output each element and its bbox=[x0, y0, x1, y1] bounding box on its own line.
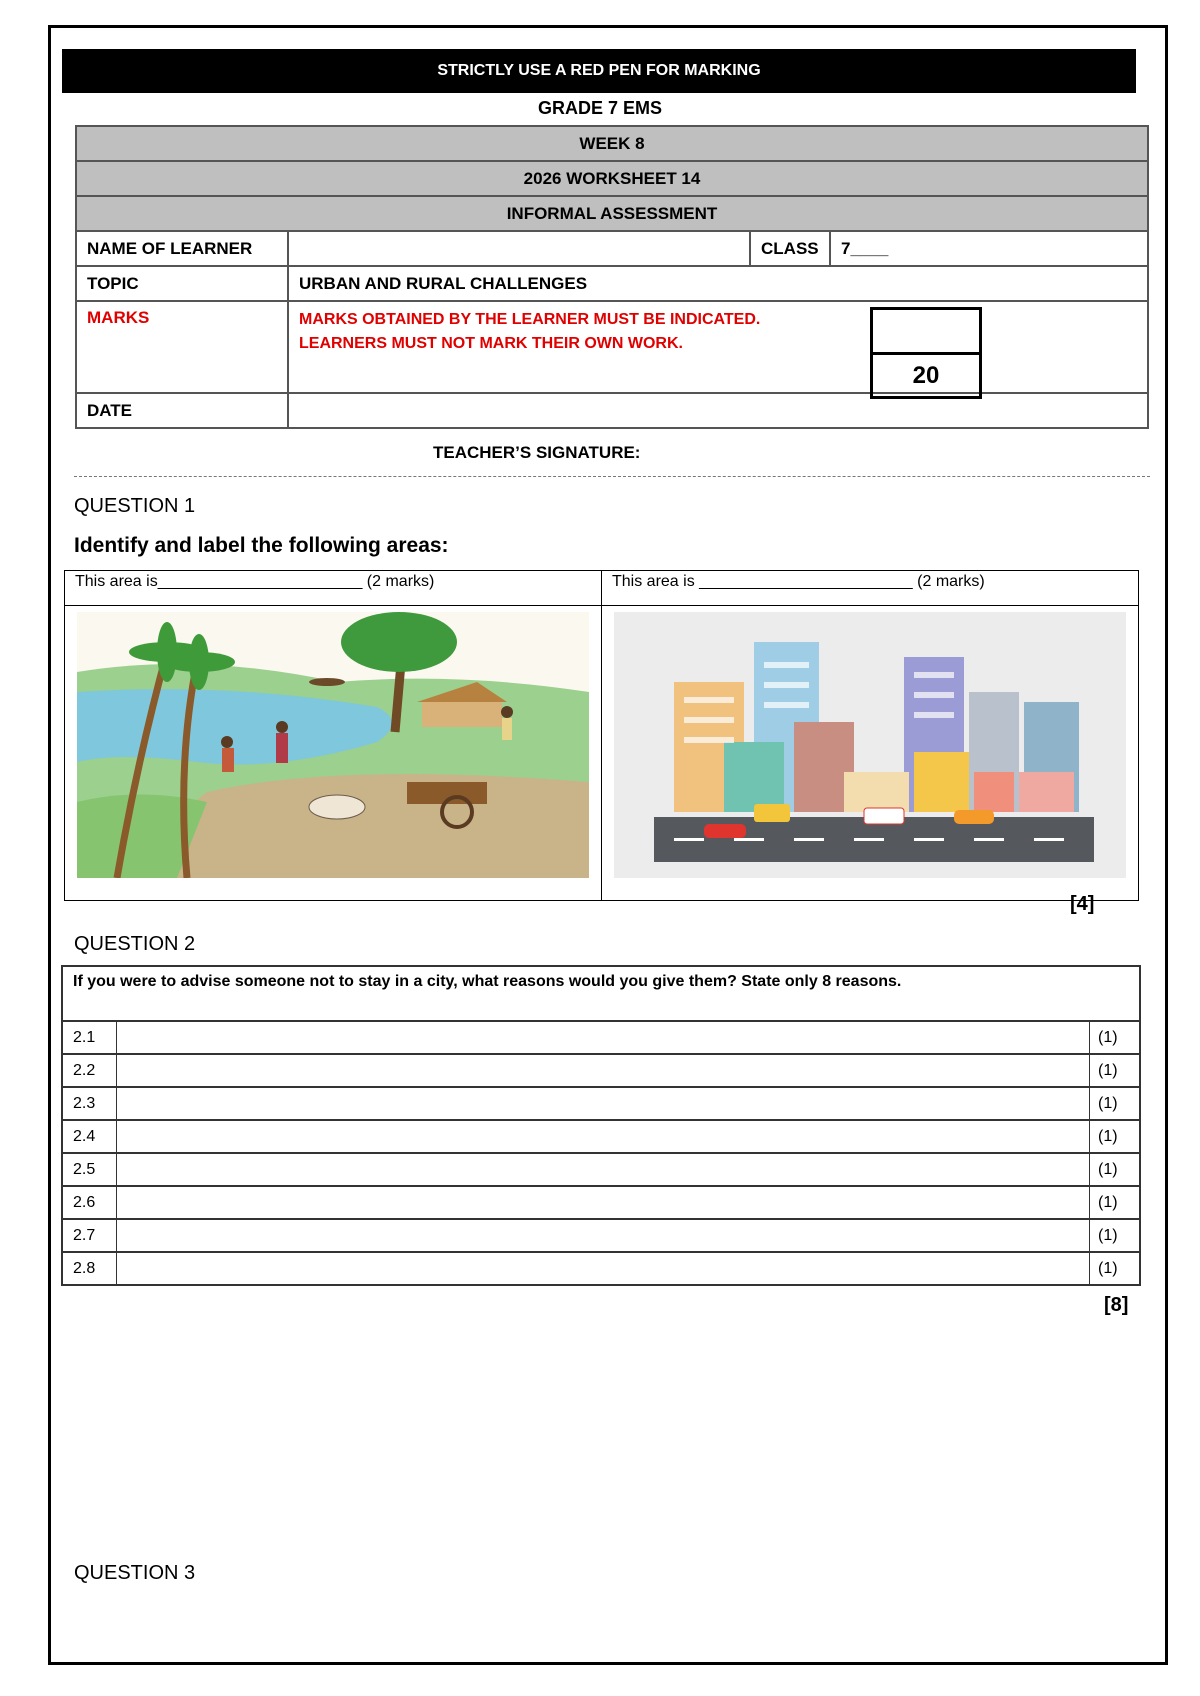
topic-value: URBAN AND RURAL CHALLENGES bbox=[288, 266, 1148, 301]
answer-field[interactable] bbox=[117, 1087, 1090, 1120]
assessment-cell: INFORMAL ASSESSMENT bbox=[76, 196, 1148, 231]
answer-field[interactable] bbox=[117, 1186, 1090, 1219]
answer-field[interactable] bbox=[117, 1252, 1090, 1285]
answer-row bbox=[62, 1153, 1140, 1186]
answer-row bbox=[62, 1252, 1140, 1285]
answer-number: 2.2 bbox=[62, 1054, 117, 1087]
class-label: CLASS bbox=[750, 231, 830, 266]
question-2-total: [8] bbox=[1104, 1294, 1129, 1316]
answer-mark: (1) bbox=[1090, 1252, 1141, 1285]
question-1-total: [4] bbox=[1070, 893, 1095, 915]
answer-mark: (1) bbox=[1090, 1186, 1141, 1219]
answer-field[interactable] bbox=[117, 1219, 1090, 1252]
answer-field[interactable] bbox=[117, 1054, 1090, 1087]
marks-label: MARKS bbox=[76, 301, 288, 393]
answer-mark: (1) bbox=[1090, 1153, 1141, 1186]
answer-number: 2.5 bbox=[62, 1153, 117, 1186]
question-2-table bbox=[61, 965, 1141, 1286]
question-2-prompt: If you were to advise someone not to stay in a city, what reasons would you give them? State only 8 reasons. bbox=[62, 966, 1140, 1021]
answer-number: 2.4 bbox=[62, 1120, 117, 1153]
answer-number: 2.1 bbox=[62, 1021, 117, 1054]
question-1-title: QUESTION 1 bbox=[74, 495, 196, 517]
marks-note bbox=[288, 301, 1148, 393]
answer-mark: (1) bbox=[1090, 1054, 1141, 1087]
date-label: DATE bbox=[76, 393, 288, 428]
answer-field[interactable] bbox=[117, 1120, 1090, 1153]
question-1-image-table bbox=[64, 570, 1139, 901]
answer-field[interactable] bbox=[117, 1153, 1090, 1186]
class-field[interactable]: 7____ bbox=[830, 231, 1148, 266]
answer-row bbox=[62, 1186, 1140, 1219]
answer-row bbox=[62, 1219, 1140, 1252]
answer-field[interactable] bbox=[117, 1021, 1090, 1054]
answer-mark: (1) bbox=[1090, 1021, 1141, 1054]
marking-banner: STRICTLY USE A RED PEN FOR MARKING bbox=[62, 49, 1136, 93]
signature-divider bbox=[74, 476, 1150, 477]
answer-number: 2.6 bbox=[62, 1186, 117, 1219]
answer-mark: (1) bbox=[1090, 1219, 1141, 1252]
question-2-title: QUESTION 2 bbox=[74, 933, 196, 955]
question-1-instruction: Identify and label the following areas: bbox=[74, 534, 449, 557]
urban-caption: This area is ________________________ (2 marks) bbox=[602, 571, 1139, 606]
marks-divider bbox=[873, 352, 979, 355]
answer-number: 2.7 bbox=[62, 1219, 117, 1252]
marks-note-line-1: MARKS OBTAINED BY THE LEARNER MUST BE INDICATED. bbox=[299, 311, 761, 328]
answer-row bbox=[62, 1087, 1140, 1120]
marks-total: 20 bbox=[912, 362, 940, 389]
answer-number: 2.3 bbox=[62, 1087, 117, 1120]
header-table bbox=[75, 125, 1149, 429]
answer-mark: (1) bbox=[1090, 1120, 1141, 1153]
worksheet-cell: 2026 WORKSHEET 14 bbox=[76, 161, 1148, 196]
rural-area-picture bbox=[77, 612, 589, 878]
name-label: NAME OF LEARNER bbox=[76, 231, 288, 266]
urban-area-picture bbox=[614, 612, 1126, 878]
answer-row bbox=[62, 1120, 1140, 1153]
marks-note-line-2: LEARNERS MUST NOT MARK THEIR OWN WORK. bbox=[299, 335, 683, 352]
date-field[interactable] bbox=[288, 393, 1148, 428]
week-cell: WEEK 8 bbox=[76, 126, 1148, 161]
answer-row bbox=[62, 1054, 1140, 1087]
urban-picture-cell bbox=[602, 606, 1139, 901]
grade-title: GRADE 7 EMS bbox=[537, 98, 663, 118]
answer-number: 2.8 bbox=[62, 1252, 117, 1285]
answer-mark: (1) bbox=[1090, 1087, 1141, 1120]
name-field[interactable] bbox=[288, 231, 750, 266]
rural-picture-cell bbox=[65, 606, 602, 901]
teacher-signature-label: TEACHER’S SIGNATURE: bbox=[433, 443, 641, 462]
answer-row bbox=[62, 1021, 1140, 1054]
topic-label: TOPIC bbox=[76, 266, 288, 301]
marks-box[interactable] bbox=[870, 307, 982, 399]
rural-caption: This area is_______________________ (2 marks) bbox=[65, 571, 602, 606]
question-3-title: QUESTION 3 bbox=[74, 1562, 196, 1584]
